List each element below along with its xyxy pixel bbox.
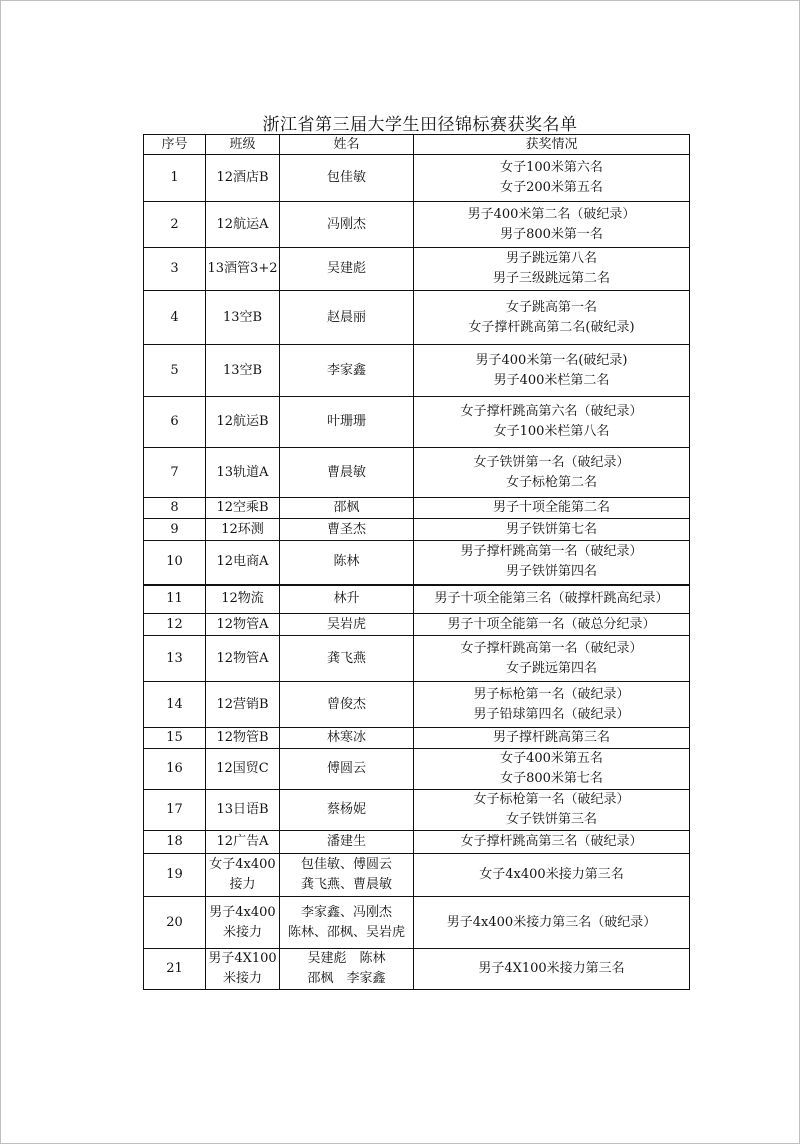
row-name-line: 李家鑫、冯刚杰 bbox=[300, 904, 392, 920]
row-class bbox=[206, 448, 280, 498]
row-class-line: 男子4X100 bbox=[208, 951, 277, 966]
row-award-line: 男子铅球第四名（破纪录） bbox=[473, 706, 630, 722]
table-row bbox=[144, 519, 690, 541]
row-name bbox=[280, 585, 414, 614]
row-name-line: 叶珊珊 bbox=[326, 414, 366, 429]
row-name bbox=[280, 248, 414, 291]
table-row bbox=[144, 682, 690, 728]
row-class bbox=[206, 155, 280, 202]
row-class bbox=[206, 397, 280, 448]
row-name-line: 包佳敏、傅圆云 bbox=[300, 857, 392, 872]
row-class bbox=[206, 728, 280, 749]
table-row bbox=[144, 897, 690, 949]
row-award-line: 男子跳远第八名 bbox=[505, 251, 597, 266]
row-award bbox=[414, 202, 690, 248]
row-name bbox=[280, 949, 414, 990]
row-name-line: 陈林 bbox=[333, 554, 360, 570]
row-name-line: 曹晨敏 bbox=[326, 464, 366, 480]
row-award-line: 女子标枪第二名 bbox=[505, 474, 597, 490]
row-award bbox=[414, 448, 690, 498]
row-award bbox=[414, 636, 690, 682]
document-title: 浙江省第三届大学生田径锦标赛获奖名单 bbox=[262, 115, 578, 135]
row-award-line: 女子标枪第一名（破纪录） bbox=[473, 792, 630, 807]
row-name-line: 邵枫 bbox=[333, 500, 360, 515]
row-award-line: 女子铁饼第三名 bbox=[505, 812, 597, 827]
row-name bbox=[280, 155, 414, 202]
table-row bbox=[144, 949, 690, 990]
table-row bbox=[144, 541, 690, 585]
row-number: 5 bbox=[144, 345, 206, 397]
row-class-line: 12酒店B bbox=[216, 170, 269, 185]
row-award bbox=[414, 854, 690, 897]
row-award-line: 女子铁饼第一名（破纪录） bbox=[473, 454, 630, 470]
row-class-line: 女子4x400 bbox=[209, 857, 276, 872]
row-number: 18 bbox=[144, 831, 206, 854]
row-award-line: 女子400米第五名 bbox=[500, 751, 603, 766]
row-class bbox=[206, 897, 280, 949]
row-class bbox=[206, 614, 280, 636]
row-class-line: 米接力 bbox=[222, 924, 262, 940]
row-number: 16 bbox=[144, 749, 206, 790]
header-class: 班级 bbox=[206, 135, 280, 155]
row-award bbox=[414, 519, 690, 541]
row-class bbox=[206, 541, 280, 585]
row-class bbox=[206, 790, 280, 831]
row-class-line: 12物管A bbox=[216, 650, 269, 666]
row-class-line: 12航运A bbox=[216, 216, 269, 232]
row-award bbox=[414, 498, 690, 519]
row-award-line: 女子跳高第一名 bbox=[505, 299, 597, 315]
row-award bbox=[414, 541, 690, 585]
row-award bbox=[414, 248, 690, 291]
row-award-line: 女子撑杆跳高第二名(破纪录) bbox=[468, 319, 635, 335]
row-number: 4 bbox=[144, 291, 206, 345]
row-class bbox=[206, 854, 280, 897]
row-award-line: 男子4X100米接力第三名 bbox=[478, 961, 625, 976]
row-award bbox=[414, 682, 690, 728]
row-number: 14 bbox=[144, 682, 206, 728]
table-body bbox=[144, 155, 690, 990]
row-class-line: 13日语B bbox=[216, 802, 269, 817]
row-name-line: 林升 bbox=[333, 591, 360, 607]
row-class bbox=[206, 519, 280, 541]
row-award bbox=[414, 614, 690, 636]
row-award bbox=[414, 949, 690, 990]
row-name bbox=[280, 682, 414, 728]
row-number: 19 bbox=[144, 854, 206, 897]
row-name-line: 蔡杨妮 bbox=[326, 802, 366, 817]
row-class-line: 12物管A bbox=[216, 616, 269, 632]
row-award-line: 女子撑杆跳高第三名（破纪录） bbox=[460, 834, 643, 849]
header-award: 获奖情况 bbox=[414, 135, 690, 155]
table-row bbox=[144, 636, 690, 682]
row-award bbox=[414, 728, 690, 749]
row-award bbox=[414, 397, 690, 448]
row-class-line: 13空B bbox=[222, 309, 263, 325]
row-name-line: 林寒冰 bbox=[326, 730, 366, 745]
table-row bbox=[144, 498, 690, 519]
row-class-line: 12国贸C bbox=[216, 761, 269, 776]
row-number: 15 bbox=[144, 728, 206, 749]
row-name bbox=[280, 728, 414, 749]
row-class-line: 12物流 bbox=[221, 591, 264, 607]
row-class bbox=[206, 202, 280, 248]
row-name bbox=[280, 897, 414, 949]
row-class-line: 13空B bbox=[222, 362, 263, 378]
row-award bbox=[414, 291, 690, 345]
row-name-line: 龚飞燕 bbox=[326, 650, 366, 666]
table-row bbox=[144, 854, 690, 897]
table-row bbox=[144, 345, 690, 397]
row-award-line: 男子十项全能第三名（破撑杆跳高纪录） bbox=[434, 591, 669, 607]
row-award bbox=[414, 749, 690, 790]
row-class bbox=[206, 248, 280, 291]
row-class-line: 12电商A bbox=[216, 554, 269, 570]
table-row bbox=[144, 202, 690, 248]
table-row bbox=[144, 790, 690, 831]
row-name bbox=[280, 519, 414, 541]
row-award-line: 男子铁饼第四名 bbox=[505, 564, 597, 580]
row-award-line: 女子100米第六名 bbox=[500, 160, 603, 175]
row-number: 7 bbox=[144, 448, 206, 498]
row-name-line: 龚飞燕、曹晨敏 bbox=[300, 877, 392, 892]
row-award bbox=[414, 345, 690, 397]
row-class-line: 12航运B bbox=[216, 414, 269, 429]
row-name-line: 赵晨丽 bbox=[326, 309, 366, 325]
row-class-line: 13酒管3+2 bbox=[207, 261, 278, 276]
row-class bbox=[206, 682, 280, 728]
row-name bbox=[280, 291, 414, 345]
row-class-line: 12营销B bbox=[216, 696, 269, 712]
row-award bbox=[414, 897, 690, 949]
row-name-line: 曾俊杰 bbox=[326, 696, 366, 712]
header-name: 姓名 bbox=[280, 135, 414, 155]
row-class-line: 男子4x400 bbox=[209, 904, 276, 920]
row-name bbox=[280, 854, 414, 897]
row-award-line: 女子800米第七名 bbox=[500, 771, 603, 786]
row-class-line: 12广告A bbox=[216, 834, 269, 849]
table-row bbox=[144, 248, 690, 291]
row-number: 9 bbox=[144, 519, 206, 541]
row-award-line: 男子铁饼第七名 bbox=[505, 521, 597, 537]
row-award-line: 男子4x400米接力第三名（破纪录） bbox=[446, 914, 657, 930]
row-award-line: 男子标枪第一名（破纪录） bbox=[473, 686, 630, 702]
row-award-line: 男子撑杆跳高第三名 bbox=[492, 730, 610, 745]
row-name-line: 吴建彪 陈林 bbox=[307, 951, 386, 966]
row-name-line: 包佳敏 bbox=[326, 170, 366, 185]
awards-table bbox=[143, 134, 690, 990]
row-class bbox=[206, 831, 280, 854]
row-number: 6 bbox=[144, 397, 206, 448]
row-award-line: 女子4x400米接力第三名 bbox=[479, 867, 624, 882]
row-class-line: 接力 bbox=[229, 877, 256, 892]
table-row bbox=[144, 397, 690, 448]
row-name bbox=[280, 498, 414, 519]
row-award-line: 女子撑杆跳高第六名（破纪录） bbox=[460, 404, 643, 419]
row-award-line: 男子400米第二名（破纪录） bbox=[467, 206, 636, 222]
row-name-line: 陈林、邵枫、吴岩虎 bbox=[287, 924, 405, 940]
table-row bbox=[144, 155, 690, 202]
header-number: 序号 bbox=[144, 135, 206, 155]
row-class bbox=[206, 636, 280, 682]
row-number: 21 bbox=[144, 949, 206, 990]
row-award-line: 女子100米栏第八名 bbox=[493, 424, 610, 439]
row-name bbox=[280, 831, 414, 854]
row-name bbox=[280, 749, 414, 790]
table-row bbox=[144, 728, 690, 749]
row-name bbox=[280, 541, 414, 585]
row-number: 8 bbox=[144, 498, 206, 519]
table-row bbox=[144, 614, 690, 636]
row-award bbox=[414, 585, 690, 614]
row-class bbox=[206, 498, 280, 519]
row-name-line: 曹圣杰 bbox=[326, 521, 366, 537]
row-name bbox=[280, 790, 414, 831]
row-number: 2 bbox=[144, 202, 206, 248]
row-class-line: 12物管B bbox=[216, 730, 269, 745]
row-number: 13 bbox=[144, 636, 206, 682]
row-name-line: 邵枫 李家鑫 bbox=[307, 971, 386, 986]
row-award-line: 男子400米第一名(破纪录) bbox=[475, 352, 628, 368]
row-class-line: 12空乘B bbox=[216, 500, 269, 515]
row-number: 3 bbox=[144, 248, 206, 291]
row-class-line: 米接力 bbox=[222, 971, 262, 986]
row-class bbox=[206, 345, 280, 397]
row-name bbox=[280, 345, 414, 397]
row-class bbox=[206, 585, 280, 614]
table-row bbox=[144, 831, 690, 854]
row-number: 12 bbox=[144, 614, 206, 636]
row-award bbox=[414, 831, 690, 854]
row-name bbox=[280, 614, 414, 636]
row-award bbox=[414, 155, 690, 202]
row-number: 17 bbox=[144, 790, 206, 831]
row-award-line: 男子十项全能第二名 bbox=[492, 500, 610, 515]
table-row bbox=[144, 448, 690, 498]
row-award-line: 女子跳远第四名 bbox=[505, 660, 597, 676]
row-number: 20 bbox=[144, 897, 206, 949]
row-class bbox=[206, 749, 280, 790]
table-row bbox=[144, 291, 690, 345]
row-award-line: 男子400米栏第二名 bbox=[493, 372, 610, 388]
row-name-line: 傅圆云 bbox=[326, 761, 366, 776]
row-award-line: 女子撑杆跳高第一名（破纪录） bbox=[460, 640, 643, 656]
row-name-line: 吴建彪 bbox=[326, 261, 366, 276]
table-row bbox=[144, 585, 690, 614]
row-number: 10 bbox=[144, 541, 206, 585]
row-award-line: 男子撑杆跳高第一名（破纪录） bbox=[460, 544, 643, 560]
row-name bbox=[280, 202, 414, 248]
row-class-line: 13轨道A bbox=[216, 464, 269, 480]
table-row bbox=[144, 749, 690, 790]
row-class bbox=[206, 949, 280, 990]
row-name-line: 吴岩虎 bbox=[326, 616, 366, 632]
row-name bbox=[280, 448, 414, 498]
row-number: 1 bbox=[144, 155, 206, 202]
row-name-line: 李家鑫 bbox=[326, 362, 366, 378]
row-class-line: 12环测 bbox=[221, 521, 264, 537]
row-name-line: 潘建生 bbox=[326, 834, 366, 849]
row-award bbox=[414, 790, 690, 831]
row-class bbox=[206, 291, 280, 345]
table-header-row bbox=[144, 135, 690, 155]
row-name bbox=[280, 636, 414, 682]
row-award-line: 男子十项全能第一名（破总分纪录） bbox=[447, 616, 656, 632]
row-award-line: 女子200米第五名 bbox=[500, 180, 603, 195]
row-award-line: 男子800米第一名 bbox=[500, 226, 603, 242]
row-award-line: 男子三级跳远第二名 bbox=[492, 271, 610, 286]
row-name bbox=[280, 397, 414, 448]
row-name-line: 冯刚杰 bbox=[326, 216, 366, 232]
row-number: 11 bbox=[144, 585, 206, 614]
